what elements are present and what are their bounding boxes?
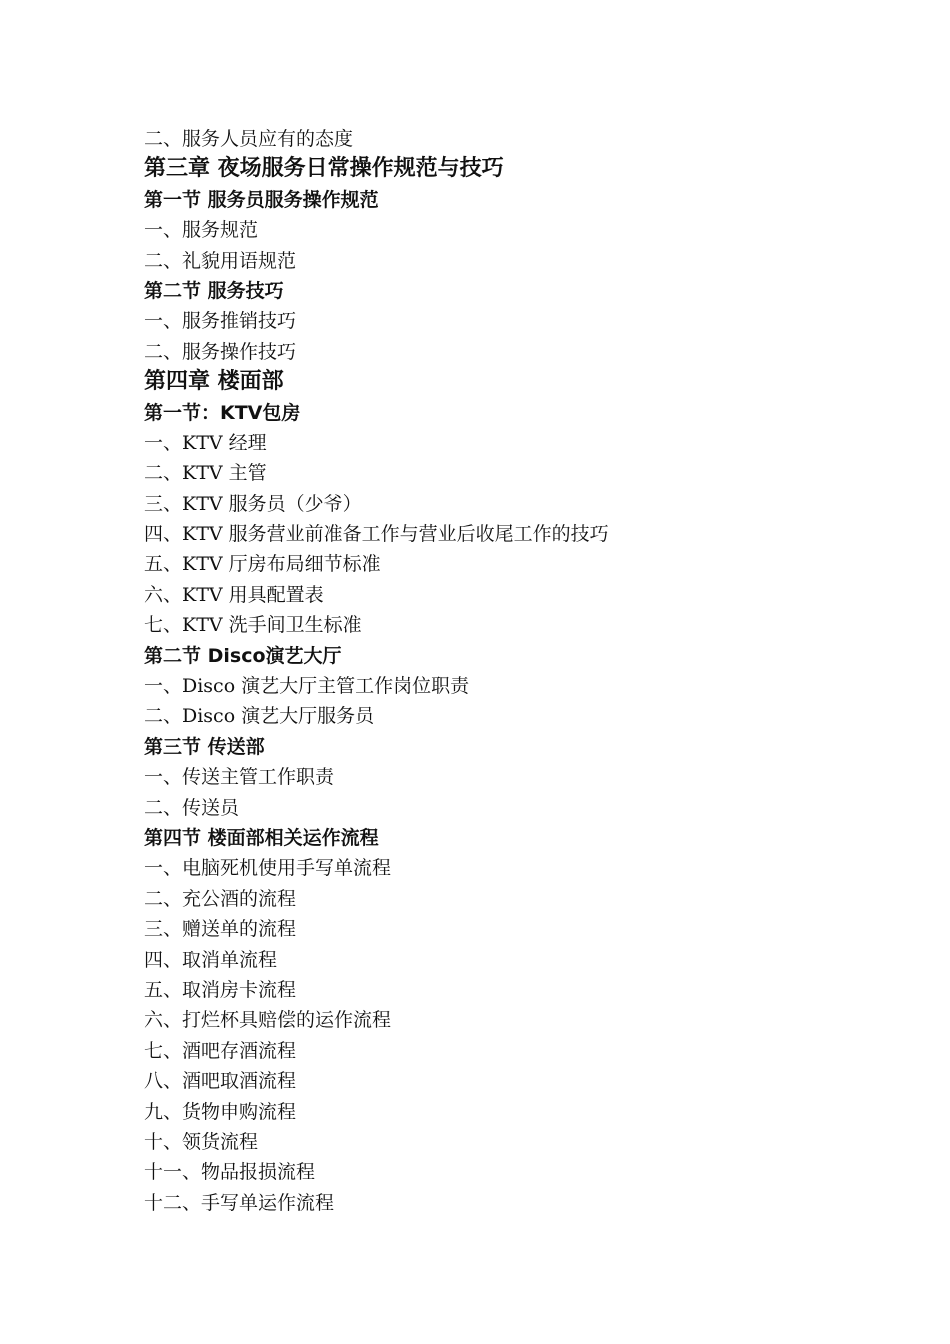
toc-item: 七、酒吧存酒流程 xyxy=(144,1039,297,1062)
toc-item: 三、KTV 服务员（少爷） xyxy=(144,492,362,515)
toc-item: 七、KTV 洗手间卫生标准 xyxy=(144,614,362,637)
toc-item: 四、取消单流程 xyxy=(144,948,278,971)
toc-item: 十、领货流程 xyxy=(144,1130,259,1153)
chapter-heading: 第三章 夜场服务日常操作规范与技巧 xyxy=(144,156,504,182)
toc-item: 一、电脑死机使用手写单流程 xyxy=(144,857,392,880)
table-of-contents xyxy=(144,124,864,1218)
toc-item: 一、Disco 演艺大厅主管工作岗位职责 xyxy=(144,675,470,698)
section-heading: 第二节 Disco演艺大厅 xyxy=(144,644,342,667)
toc-item: 八、酒吧取酒流程 xyxy=(144,1070,297,1093)
toc-item: 二、KTV 主管 xyxy=(144,462,267,485)
toc-item: 二、Disco 演艺大厅服务员 xyxy=(144,705,375,728)
section-heading: 第一节 服务员服务操作规范 xyxy=(144,188,379,211)
toc-item: 四、KTV 服务营业前准备工作与营业后收尾工作的技巧 xyxy=(144,523,609,546)
toc-item: 一、传送主管工作职责 xyxy=(144,766,335,789)
section-heading: 第二节 服务技巧 xyxy=(144,279,284,302)
toc-item: 六、KTV 用具配置表 xyxy=(144,583,324,606)
section-heading: 第四节 楼面部相关运作流程 xyxy=(144,826,379,849)
toc-item: 一、KTV 经理 xyxy=(144,431,267,454)
toc-item: 三、赠送单的流程 xyxy=(144,918,297,941)
section-heading: 第一节：KTV包房 xyxy=(144,401,301,424)
toc-item: 六、打烂杯具赔偿的运作流程 xyxy=(144,1009,392,1032)
toc-item: 一、服务规范 xyxy=(144,219,259,242)
toc-item: 二、服务人员应有的态度 xyxy=(144,128,354,150)
toc-item: 十一、物品报损流程 xyxy=(144,1161,316,1184)
toc-item: 二、传送员 xyxy=(144,796,240,819)
toc-item: 一、服务推销技巧 xyxy=(144,310,297,333)
toc-item: 十二、手写单运作流程 xyxy=(144,1191,335,1214)
toc-item: 九、货物申购流程 xyxy=(144,1100,297,1123)
toc-item: 二、服务操作技巧 xyxy=(144,340,297,363)
section-heading: 第三节 传送部 xyxy=(144,735,265,758)
toc-item: 二、礼貌用语规范 xyxy=(144,249,297,272)
chapter-heading: 第四章 楼面部 xyxy=(144,369,284,395)
toc-item: 五、取消房卡流程 xyxy=(144,978,297,1001)
toc-item: 五、KTV 厅房布局细节标准 xyxy=(144,553,381,576)
toc-item: 二、充公酒的流程 xyxy=(144,887,297,910)
